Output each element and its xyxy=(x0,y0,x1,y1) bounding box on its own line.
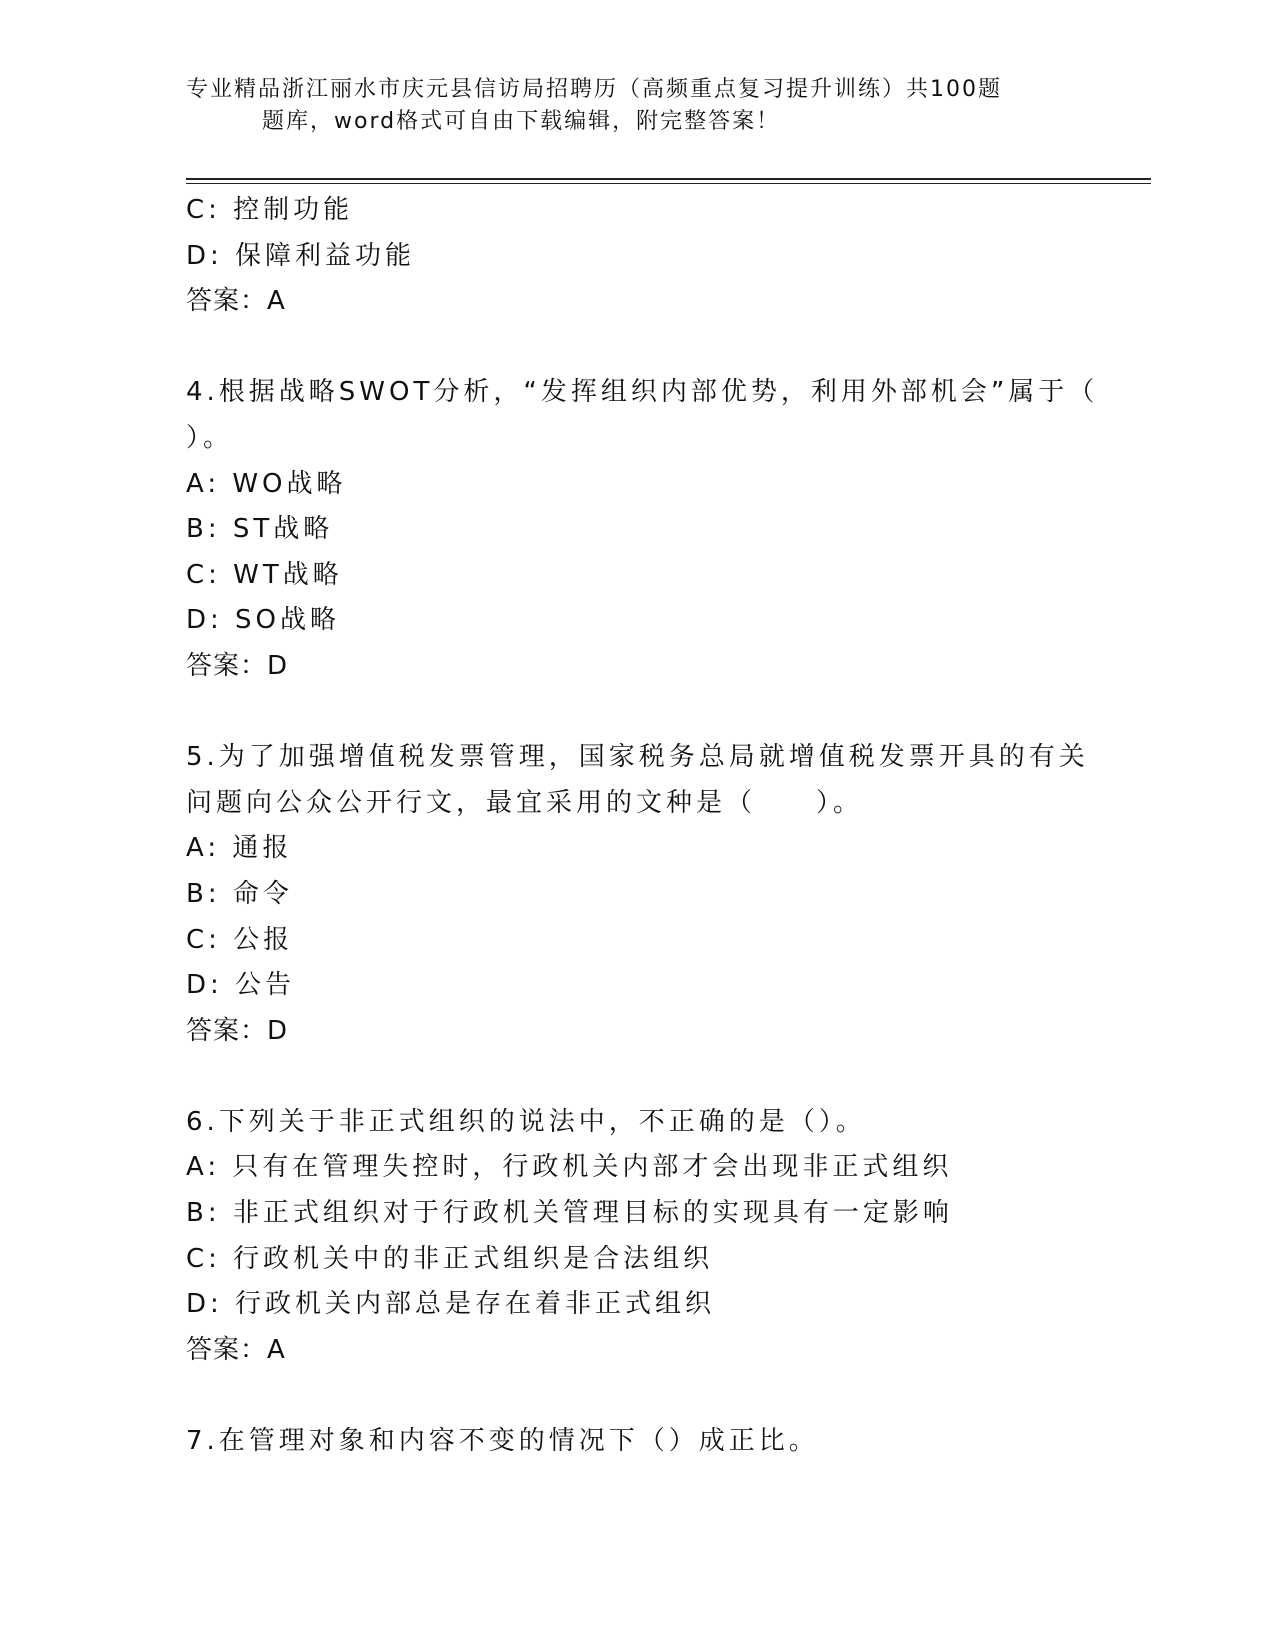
option-c: C: 行政机关中的非正式组织是合法组织 xyxy=(186,1243,714,1274)
option-a: A: 只有在管理失控时，行政机关内部才会出现非正式组织 xyxy=(186,1152,953,1183)
question-stem-continued: 问题向公众公开行文，最宜采用的文种是（ ）。 xyxy=(186,787,864,818)
answer-line: 答案：A xyxy=(186,286,286,317)
document-title-line2: 题库，word格式可自由下载编辑，附完整答案！ xyxy=(262,109,781,134)
question-spacer xyxy=(186,325,1086,371)
option-a: A: WO战略 xyxy=(186,468,347,499)
question-spacer xyxy=(186,1054,1086,1100)
document-title-line1: 专业精品浙江丽水市庆元县信访局招聘历（高频重点复习提升训练）共100题 xyxy=(186,77,1002,102)
question-stem: 4.根据战略SWOT分析，“发挥组织内部优势，利用外部机会”属于（ xyxy=(186,377,1099,408)
question-stem: 7.在管理对象和内容不变的情况下（）成正比。 xyxy=(186,1426,819,1457)
option-d: D: SO战略 xyxy=(186,605,341,636)
document-body xyxy=(186,188,1099,1465)
question-stem: 5.为了加强增值税发票管理，国家税务总局就增值税发票开具的有关 xyxy=(186,742,1089,773)
option-c: C: 控制功能 xyxy=(186,195,354,225)
option-d: D: 公告 xyxy=(186,970,296,1001)
question-3-tail xyxy=(186,188,1086,325)
answer-line: 答案：A xyxy=(186,1334,286,1365)
question-spacer xyxy=(186,690,1086,736)
option-d: D: 保障利益功能 xyxy=(186,240,416,271)
option-b: B: 命令 xyxy=(186,878,293,909)
header-divider-thick xyxy=(186,178,1151,180)
question-4 xyxy=(186,370,1099,689)
header-divider-thin xyxy=(186,183,1151,184)
option-b: B: 非正式组织对于行政机关管理目标的实现具有一定影响 xyxy=(186,1198,953,1229)
option-c: C: 公报 xyxy=(186,924,294,955)
answer-line: 答案：D xyxy=(186,650,289,681)
question-spacer xyxy=(186,1373,1086,1419)
question-stem: 6.下列关于非正式组织的说法中，不正确的是（）。 xyxy=(186,1106,866,1137)
question-7 xyxy=(186,1419,1086,1465)
option-d: D: 行政机关内部总是存在着非正式组织 xyxy=(186,1289,716,1320)
question-6 xyxy=(186,1100,1086,1374)
option-c: C: WT战略 xyxy=(186,559,343,590)
answer-line: 答案：D xyxy=(186,1015,289,1046)
option-a: A: 通报 xyxy=(186,833,293,864)
option-b: B: ST战略 xyxy=(186,514,334,545)
question-5 xyxy=(186,735,1089,1054)
question-stem-continued: ）。 xyxy=(186,422,234,453)
